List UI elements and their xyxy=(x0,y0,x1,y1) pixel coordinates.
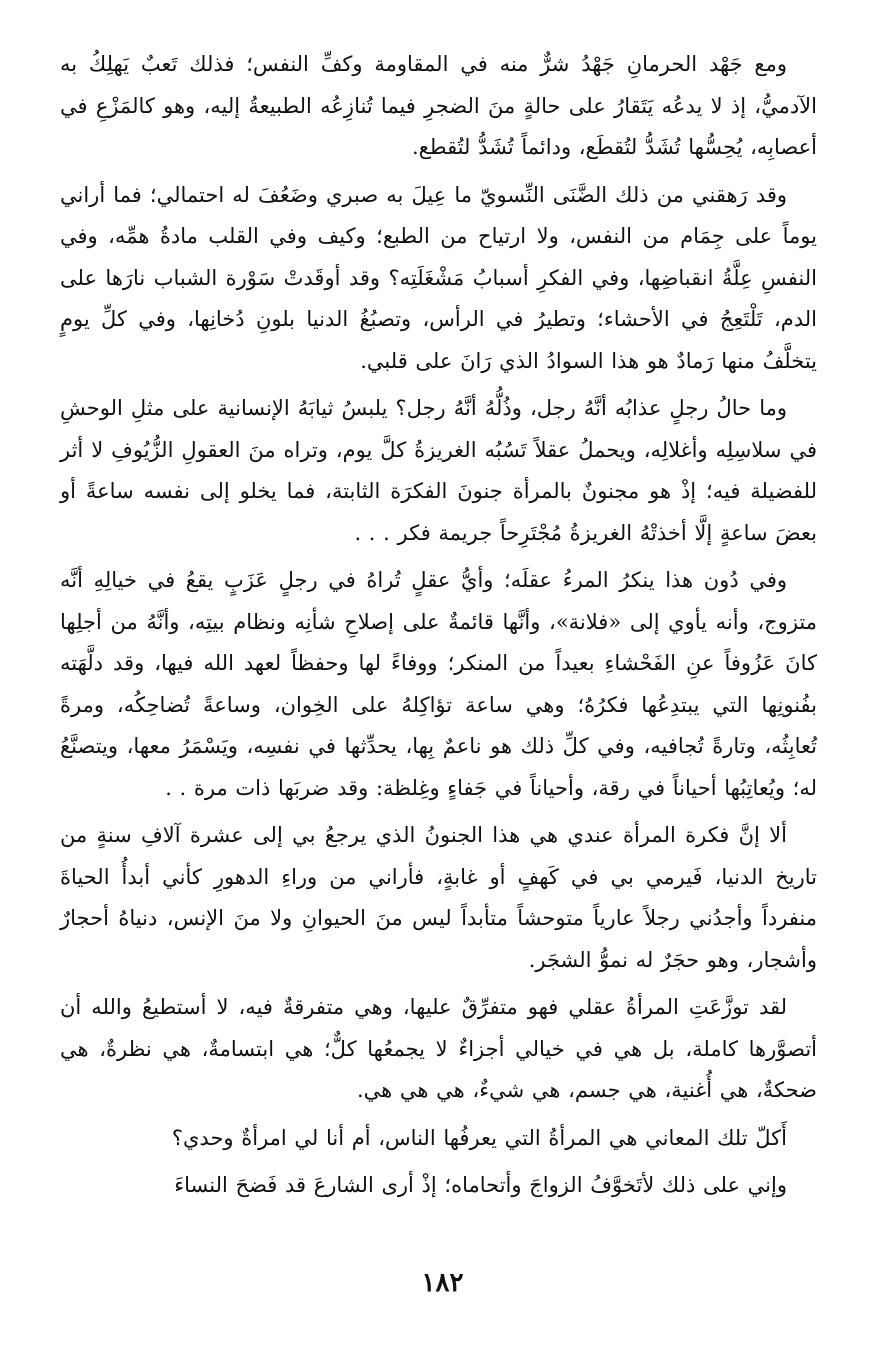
paragraph-5: ألا إنَّ فكرة المرأة عندي هي هذا الجنونُ الذي يرجعُ بي إلى عشرة آلافِ سنةٍ من تاريخ الدنيا، فَيرمي بي في كَهفٍ أو غابةٍ، فأراني من وراءِ الدهورِ كأني أبدأُ الحياةَ منفرداً وأجدُني رجلاً عارياً متوحشاً متأبداً ليس منَ الحيوانِ ولا منَ الإنس، دنياهُ أحجارٌ وأشجار، وهو حجَرٌ له نموُّ الشجَر. xyxy=(60,823,817,972)
paragraph-4: وفي دُون هذا ينكرُ المرءُ عقلَه؛ وأيُّ عقلٍ تُراهُ في رجلٍ عَزَبٍ يقعُ في خيالِهِ أنَّه متزوج، وأنه يأوي إلى «فلانة»، وأنَّها قائمةٌ على إصلاحِ شأنِه ونظام بيتِه، وأنَّهُ من أجلِها كانَ عَزُوفاً عنِ الفَحْشاءِ بعيداً من المنكر؛ ووفاءً لها وحفظاً لعهد الله فيها، وقد دلَّهَته بفُنونِها التي يبتدِعُها فكرُهُ؛ وهي ساعة تؤاكِلهُ على الخِوان، وساعةً تُضاحِكُه، ومرةً تُعابِثُه، وتارةً تُجافيه، وفي كلِّ ذلك هو ناعمٌ بِها، يحدِّثها في نفسِه، ويَسْمَرُ معها، ويتصنَّعُ له؛ ويُعاتِبُها أحياناً في رقة، وأحياناً في جَفاءٍ وغِلظة: وقد ضربَها ذات مرة . . xyxy=(60,568,817,800)
paragraph-2: وقد رَهقني من ذلك الضَّنَى النِّسويّ ما عِيلَ به صبري وضَعُفَ له احتمالي؛ فما أراني يوماً على جِمَام من النفس، ولا ارتياح من الطبع؛ وكيف وفي القلب مادةُ همِّه، وفي النفسِ عِلَّةُ انقباضِها، وفي الفكرِ أسبابُ مَشْغَلَتِه؟ وقد أوقَدتْ سَوْرة الشباب نارَها على الدم، تَلْتَعِجُ في الأحشاء؛ وتطيرُ في الرأس، وتصبُغُ الدنيا بلونِ دُخانِها، وفي كلِّ يومٍ يتخلَّفُ منها رَمادٌ هو هذا السوادُ الذي رَانَ على قلبي. xyxy=(60,182,817,373)
paragraph-6: لقد توزَّعَتِ المرأةُ عقلي فهو متفرِّقٌ عليها، وهي متفرقةٌ فيه، لا أستطيعُ والله أن أتصوَّرها كاملة، بل هي في خيالي أجزاءٌ لا يجمعُها كلٌّ؛ هي ابتسامةٌ، هي نظرةٌ، هي ضحكةٌ، هي أُغنية، هي جسم، هي شيءٌ، هي هي هي. xyxy=(60,995,817,1102)
paragraph-3: وما حالُ رجلٍ عذابُه أنَّهُ رجل، وذُلُّهُ أنَّهُ رجل؟ يلبسُ ثيابَهُ الإنسانية على مثلِ الوحشِ في سلاسِلِه وأغلالِه، ويحملُ عقلاً تَسُبُه الغريزةُ كلَّ يوم، وتراه منَ العقولِ الزُّيُوفِ لا أثر للفضيلة فيه؛ إذْ هو مجنونٌ بالمرأة جنونَ الفكرَة الثابتة، فما يخلو إلى نفسه ساعةً أو بعضَ ساعةٍ إلَّا أخذتْهُ الغريزةُ مُجْتَرِحاً جريمة فكر . . . xyxy=(60,396,817,545)
paragraph-7: أَكلّ تلك المعاني هي المرأةُ التي يعرفُها الناس، أم أنا لي امرأةٌ وحدي؟ xyxy=(171,1125,787,1150)
paragraph-8: وإني على ذلك لأتَخوَّفُ الزواجَ وأتحاماه؛ إذْ أرى الشارعَ قد فَضحَ النساءَ xyxy=(174,1173,787,1197)
page-number: ١٨٢ xyxy=(421,1268,464,1298)
page-body xyxy=(60,44,817,1213)
paragraph-1: ومع جَهْد الحرمانِ جَهْدُ شرٌّ منه في المقاومة وكفِّ النفس؛ فذلك تَعبٌ يَهلِكُ به الآدميُّ، إذ لا يدعُه يَتَقارُ على حالةٍ منَ الضجرِ فيما تُنازِعُه الطبيعةُ إليه، وهو كالمَزْعِ في أعصابِه، يُحِسُّها تُشَدُّ لتُقطَع، ودائماً تُشَدُّ لتُقطع. xyxy=(60,52,817,159)
